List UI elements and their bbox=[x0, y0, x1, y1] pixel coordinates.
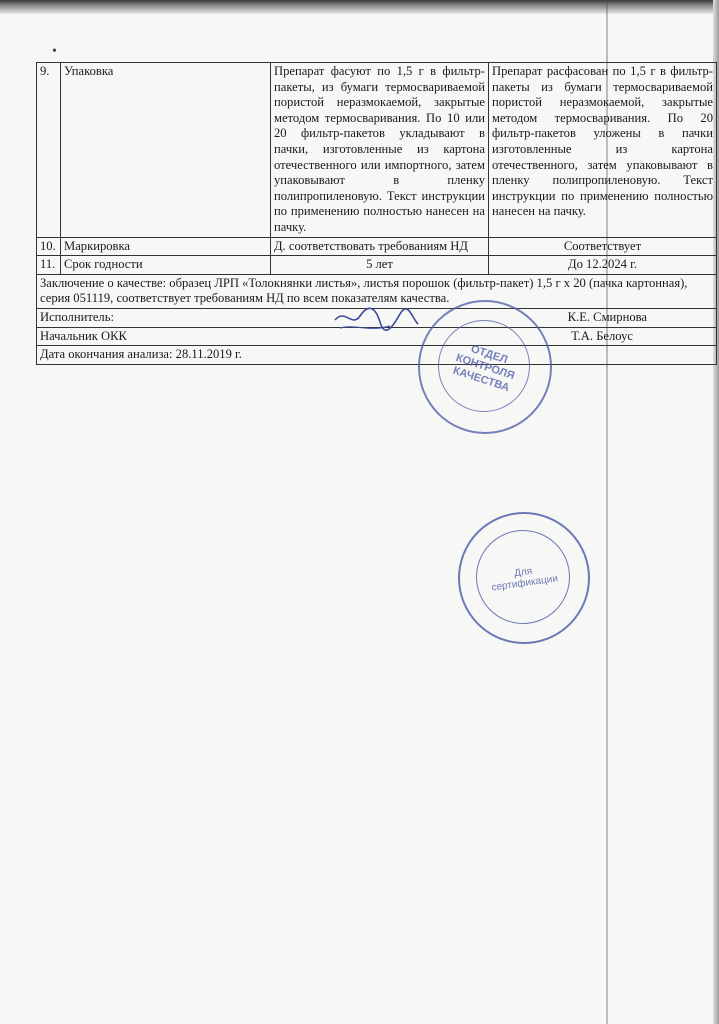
quality-department-stamp bbox=[418, 300, 552, 434]
table-row-shelf-life bbox=[37, 256, 717, 275]
certification-stamp bbox=[458, 512, 590, 644]
executor-label: Исполнитель: bbox=[40, 309, 114, 324]
head-label: Начальник ОКК bbox=[40, 328, 127, 343]
row-name: Срок годности bbox=[61, 256, 271, 275]
row-name: Упаковка bbox=[61, 63, 271, 238]
stray-mark: • bbox=[52, 44, 57, 59]
executor-name: К.Е. Смирнова bbox=[567, 309, 647, 324]
row-requirement: 5 лет bbox=[271, 256, 489, 275]
row-result: Препарат расфасован по 1,5 г в фильтр-пакеты из бумаги термосвариваемой пористой неразмокаемой, закрытые методом термосваривания. По 20 фильтр-пакетов уложены в пачки изготовленные из картона отечественного, затем упаковывают в пленку полипропиленовую. Текст инструкции по применению полностью нанесен на пачку. bbox=[489, 63, 717, 238]
page-top-edge bbox=[0, 0, 719, 14]
analysis-date-row bbox=[37, 346, 717, 365]
row-name: Маркировка bbox=[61, 237, 271, 256]
stamp-text: ОТДЕЛ КОНТРОЛЯ КАЧЕСТВА bbox=[451, 342, 517, 394]
row-number: 10. bbox=[37, 237, 61, 256]
row-requirement: Препарат фасуют по 1,5 г в фильтр-пакеты, из бумаги термосвариваемой пористой неразмокаемой, закрытые методом термосваривания. По 10 или 20 фильтр-пакетов укладывают в пачки, изготовленные из картона отечественного или импортного, затем упаковывают в пленку полипропиленовую. Текст инструкции по применению полностью нанесен на пачку. bbox=[271, 63, 489, 238]
analysis-end-date: Дата окончания анализа: 28.11.2019 г. bbox=[37, 346, 717, 365]
table-row-marking bbox=[37, 237, 717, 256]
conclusion-text: Заключение о качестве: образец ЛРП «Толокнянки листья», листья порошок (фильтр-пакет) 1,5 г х 20 (пачка картонная), серия 051119, соответствует требованиям НД по всем показателям качества. bbox=[37, 274, 717, 308]
stamp-text: Для сертификации bbox=[490, 565, 559, 594]
row-number: 9. bbox=[37, 63, 61, 238]
row-number: 11. bbox=[37, 256, 61, 275]
row-requirement: Д. соответствовать требованиям НД bbox=[271, 237, 489, 256]
signature-image bbox=[330, 298, 420, 338]
row-result: До 12.2024 г. bbox=[489, 256, 717, 275]
table-row-packaging bbox=[37, 63, 717, 238]
head-name: Т.А. Белоус bbox=[571, 328, 633, 343]
row-result: Соответствует bbox=[489, 237, 717, 256]
